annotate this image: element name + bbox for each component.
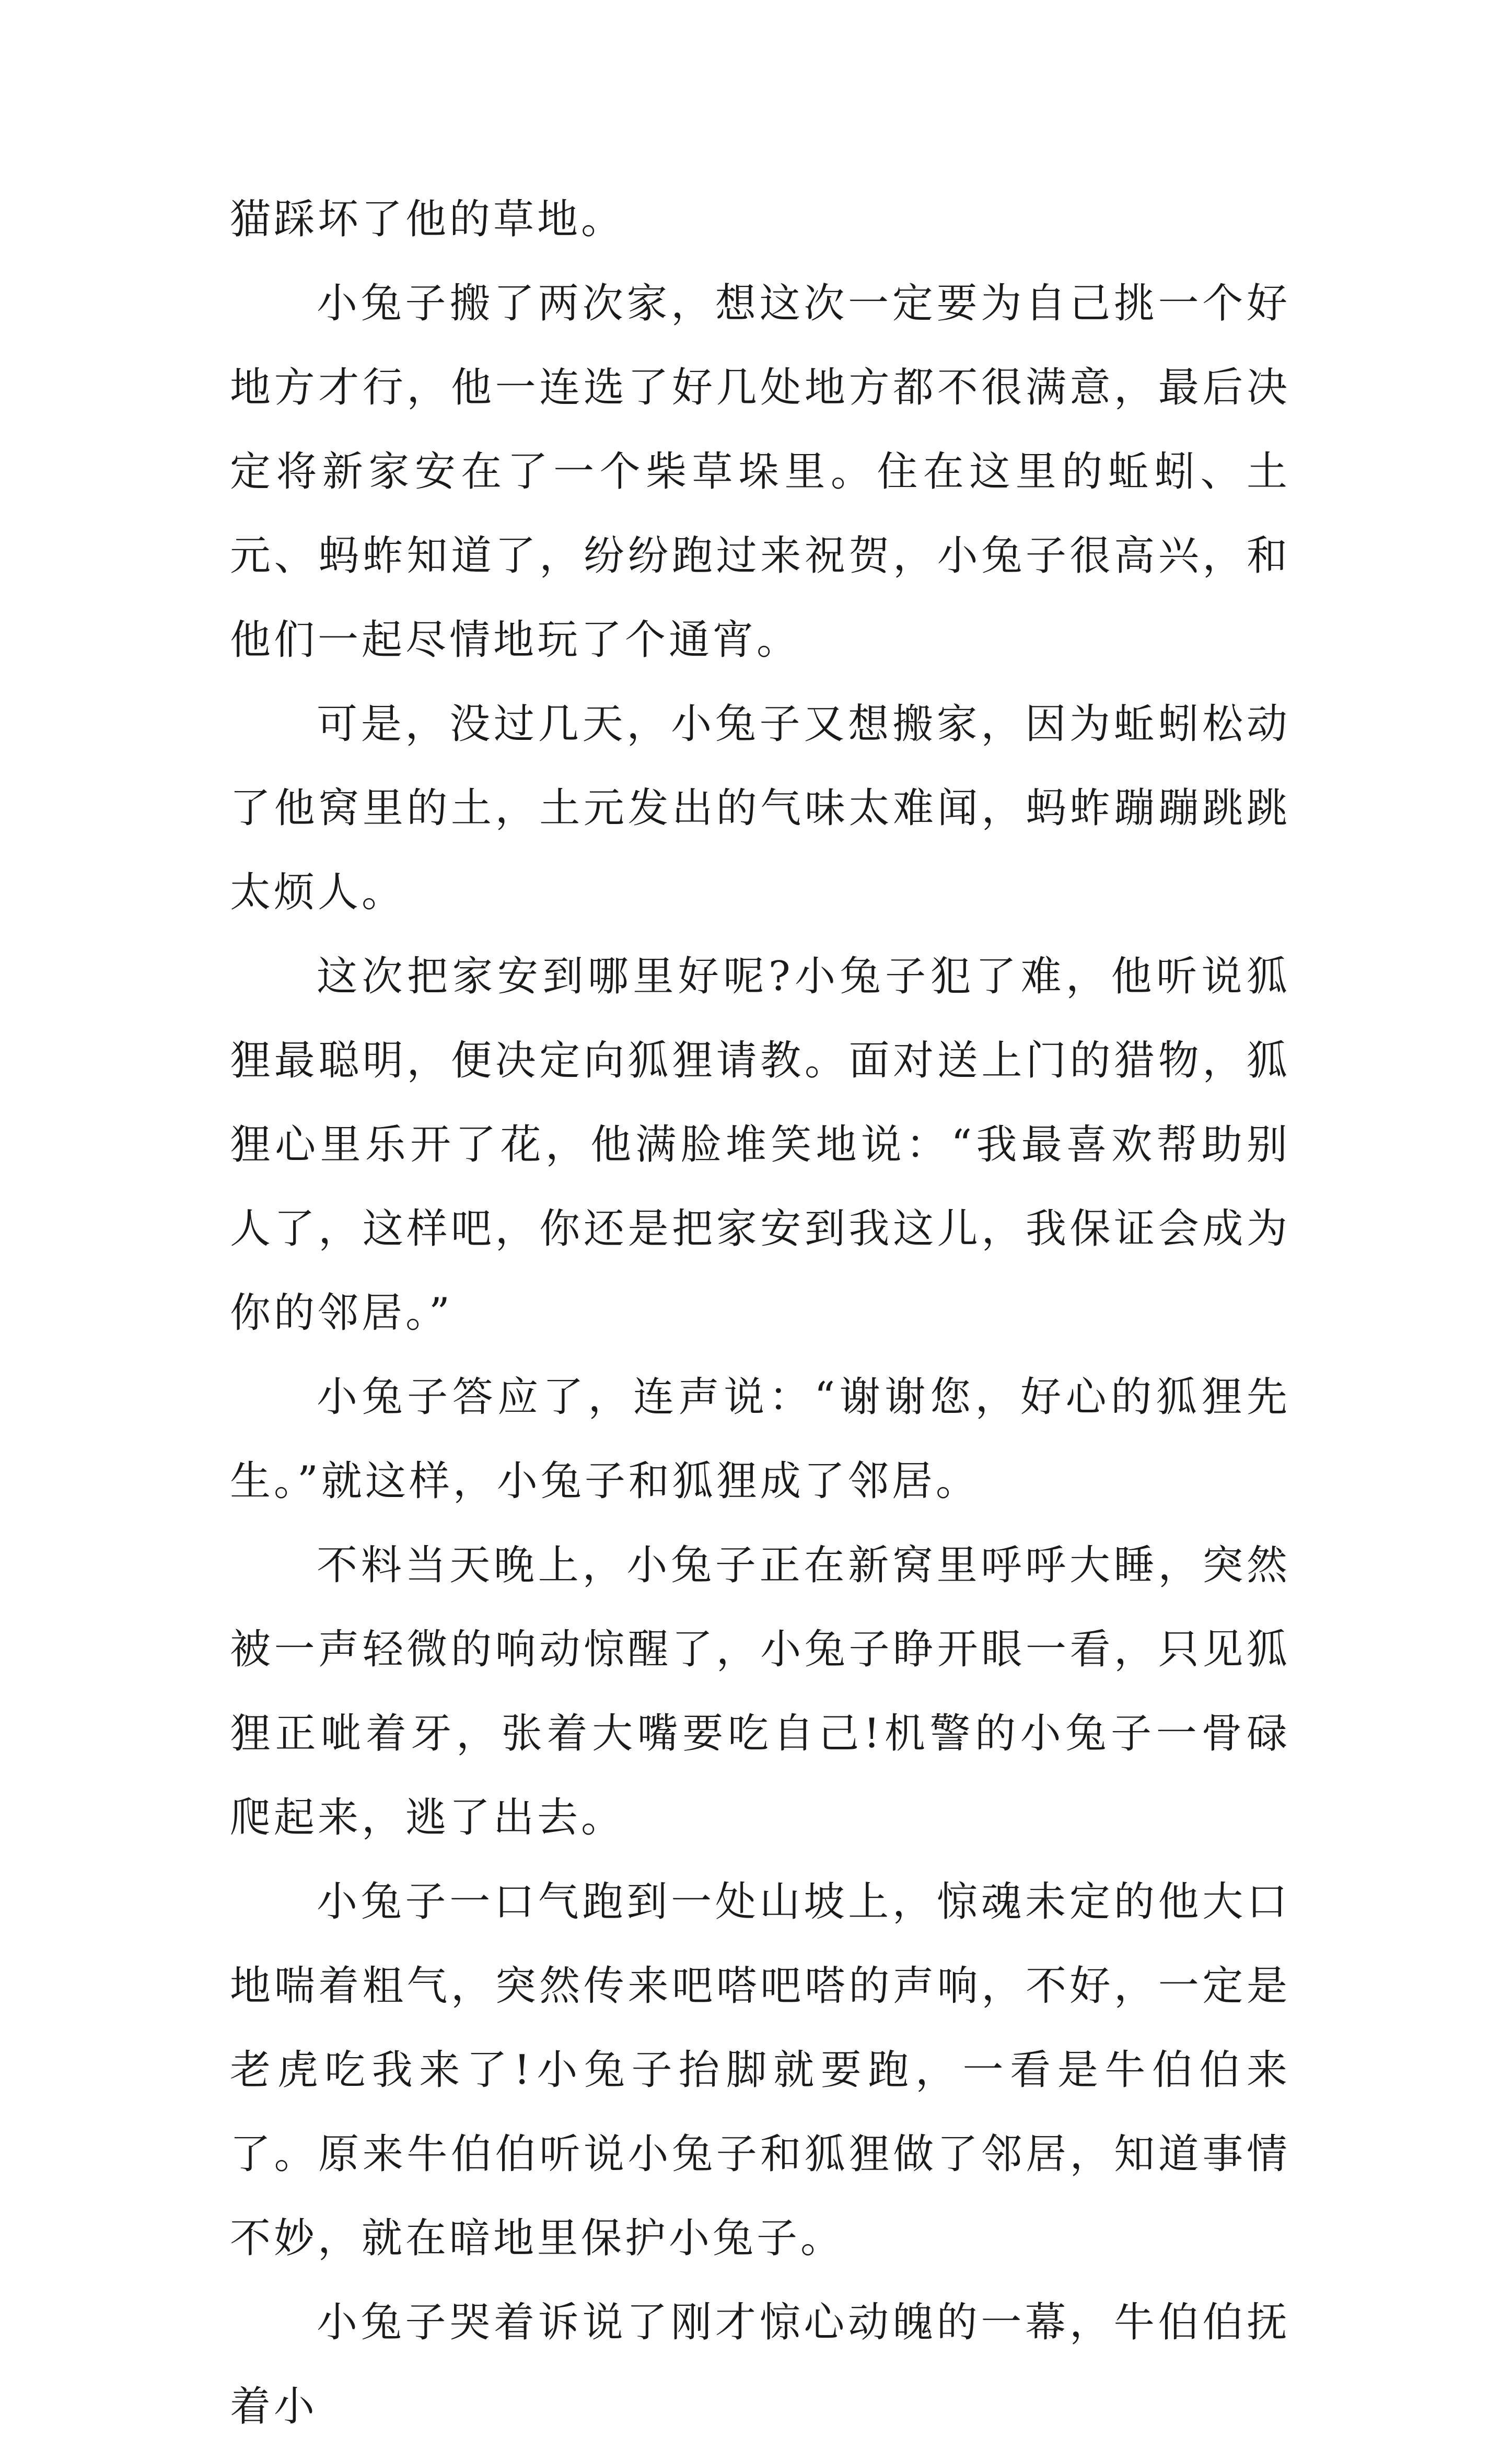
paragraph-8: 小兔子哭着诉说了刚才惊心动魄的一幕，牛伯伯抚着小	[230, 2299, 1290, 2430]
paragraph-4: 这次把家安到哪里好呢?小兔子犯了难，他听说狐狸最聪明，便决定向狐狸请教。面对送上门的猎物，狐狸心里乐开了花，他满脸堆笑地说：“我最喜欢帮助别人了，这样吧，你还是把家安到我这儿，我保证会成为你的邻居。”	[230, 953, 1290, 1337]
paragraph-2: 小兔子搬了两次家，想这次一定要为自己挑一个好地方才行，他一连选了好几处地方都不很满意，最后决定将新家安在了一个柴草垛里。住在这里的蚯蚓、土元、蚂蚱知道了，纷纷跑过来祝贺，小兔子很高兴，和他们一起尽情地玩了个通宵。	[230, 280, 1290, 664]
paragraph-3: 可是，没过几天，小兔子又想搬家，因为蚯蚓松动了他窝里的土，土元发出的气味太难闻，蚂蚱蹦蹦跳跳太烦人。	[230, 701, 1290, 916]
paragraph-6: 不料当天晚上，小兔子正在新窝里呼呼大睡，突然被一声轻微的响动惊醒了，小兔子睁开眼一看，只见狐狸正呲着牙，张着大嘴要吃自己!机警的小兔子一骨碌爬起来，逃了出去。	[230, 1542, 1290, 1841]
story-text	[230, 178, 1290, 2449]
paragraph-5: 小兔子答应了，连声说：“谢谢您，好心的狐狸先生。”就这样，小兔子和狐狸成了邻居。	[230, 1374, 1290, 1505]
paragraph-7: 小兔子一口气跑到一处山坡上，惊魂未定的他大口地喘着粗气，突然传来吧嗒吧嗒的声响，不好，一定是老虎吃我来了!小兔子抬脚就要跑，一看是牛伯伯来了。原来牛伯伯听说小兔子和狐狸做了邻居，知道事情不妙，就在暗地里保护小兔子。	[230, 1878, 1290, 2262]
paragraph-1: 猫踩坏了他的草地。	[230, 196, 625, 243]
